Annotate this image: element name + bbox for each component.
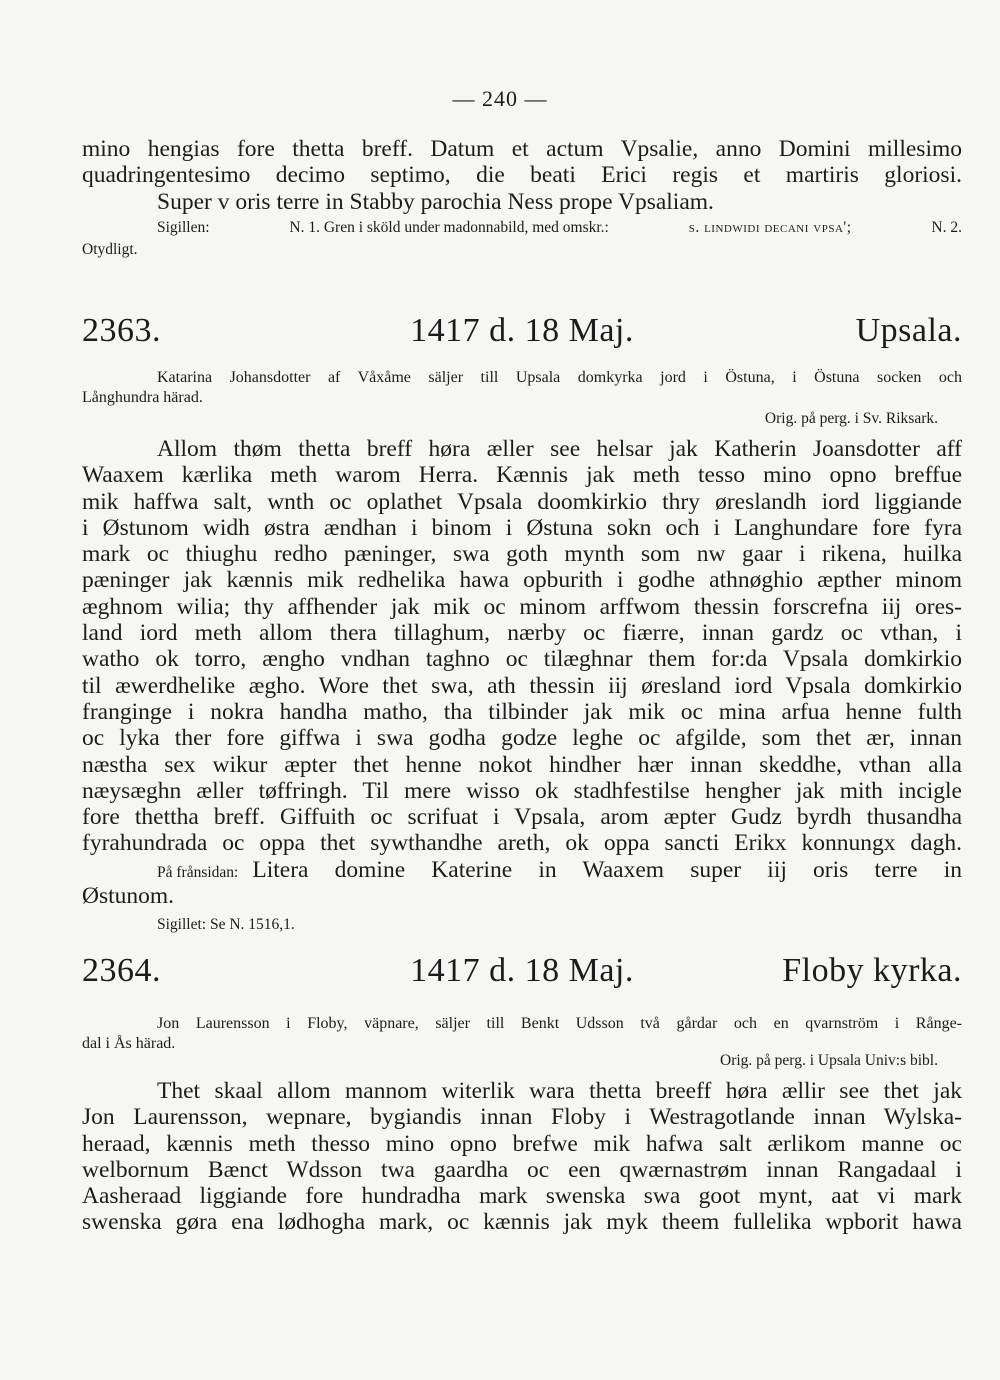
entry-body (82, 436, 962, 935)
text-line: land iord meth allom thera tillaghum, nærby oc fiærre, innan gardz oc vthan, i (82, 620, 962, 647)
text-line: quadringentesimo decimo septimo, die beati Erici regis et martiris gloriosi. (82, 162, 962, 189)
text-line: Allom thøm thetta breff høra æller see helsar jak Katherin Joansdotter aff (157, 436, 962, 462)
fransidan-label: På frånsidan: (157, 863, 239, 881)
text-line: watho ok torro, ængho vndhan taghno oc tilæghnar them for:da Vpsala domkirkio (82, 646, 962, 673)
fransidan-line (82, 857, 962, 883)
sigill-inscription: s. lindwidi decani vpsa'; (688, 219, 852, 236)
summary-line: dal i Ås härad. (82, 1035, 176, 1052)
text-line: franginge i nokra handha matho, tha tilbinder jak mik oc mina arfua henne fulth (82, 698, 962, 725)
source-note: Orig. på perg. i Sv. Riksark. (764, 410, 938, 427)
summary-line: Långhundra härad. (82, 389, 203, 406)
summary-line: Katarina Johansdotter af Våxåme säljer till Upsala domkyrka jord i Östuna, i Östuna socken och (157, 369, 962, 386)
text-line: næstha sex wikur æpter thet henne nokot hindher hær innan skeddhe, vthan alla (82, 751, 962, 778)
text-line: til æwerdhelike ægho. Wore thet swa, ath thessin iij øresland iord Vpsala domkirkio (82, 672, 962, 699)
sigill-label: Sigillen: (157, 219, 210, 236)
entry-body (82, 1078, 962, 1236)
text-line: oc lyka ther fore giffwa i swa godha godze leghe oc afgilde, som thet ær, innan (82, 725, 962, 752)
entry-place: Floby kyrka. (782, 952, 962, 989)
entry-heading (82, 952, 962, 1002)
text-line: fore thettha breff. Giffuith oc scrifuat i Vpsala, arom æpter Gudz byrdh thusandha (82, 804, 962, 831)
text-line: Aasheraad liggiande fore hundradha mark swenska swa goot mynt, aat vi mark (82, 1183, 962, 1210)
text-line: swenska gøra ena lødhogha mark, oc kænnis jak myk theem fullelika wpborit hawa (82, 1209, 962, 1236)
text-line: i Østunom widh østra ændhan i binom i Østuna sokn och i Langhundare fore fyra (82, 514, 962, 541)
entry-number: 2363. (82, 312, 161, 349)
entry-date: 1417 d. 18 Maj. (410, 312, 634, 349)
text-line: næysæghn æller tøffringh. Til mere wisso ok stadhfestilse hengher jak mith incigle (82, 777, 962, 804)
sigillet-note: Sigillet: Se N. 1516,1. (157, 916, 295, 934)
entry-heading (82, 312, 962, 362)
text-line: mik haffwa salt, wnth oc oplathet Vpsala doomkirkio thry øreslandh iord liggiande (82, 488, 962, 515)
sigill-note (82, 218, 962, 260)
entry-place: Upsala. (855, 312, 962, 349)
text-line: mark oc thiughu redho pæninger, swa goth mynth som nw gaar i rikena, huilka (82, 541, 962, 568)
continuation-text (82, 136, 962, 215)
sigill-text: N. 1. Gren i sköld under madonnabild, med omskr.: (289, 219, 609, 236)
page-number: — 240 — (452, 86, 548, 111)
sigill-text-2: N. 2. (931, 219, 962, 236)
text-line: Østunom. (82, 883, 175, 910)
source-note: Orig. på perg. i Upsala Univ:s bibl. (720, 1052, 938, 1069)
text-line: pæninger jak kænnis mik redhelika hawa opburith i godhe athnøghio æpther minom (82, 567, 962, 594)
text-line: fyrahundrada oc oppa thet sywthandhe areth, ok oppa sancti Erikx konnungx dagh. (82, 830, 962, 857)
text-line: welbornum Bænct Wdsson twa gaardha oc een qwærnastrøm innan Rangadaal i (82, 1156, 962, 1183)
entry-number: 2364. (82, 952, 161, 989)
text-line: Super v oris terre in Stabby parochia Ness prope Vpsaliam. (157, 188, 714, 215)
text-line: Jon Laurensson, wepnare, bygiandis innan Floby i Westragotlande innan Wylska- (82, 1104, 962, 1131)
text-line: Thet skaal allom mannom witerlik wara thetta breeff høra ællir see thet jak (157, 1078, 962, 1104)
text-line: mino hengias fore thetta breff. Datum et actum Vpsalie, anno Domini millesimo (82, 136, 962, 162)
text-line: heraad, kænnis meth thesso mino opno brefwe mik hafwa salt ærlikom manne oc (82, 1130, 962, 1157)
entry-summary (82, 1014, 962, 1054)
entry-summary (82, 368, 962, 408)
text-line: Waaxem kærlika meth warom Herra. Kænnis jak meth tesso mino opno breffue (82, 462, 962, 489)
fransidan-text: Litera domine Katerine in Waaxem super iij oris terre in (252, 856, 962, 883)
summary-line: Jon Laurensson i Floby, väpnare, säljer till Benkt Udsson två gårdar och en qvarnström i Rånge- (157, 1015, 962, 1032)
text-line: æghnom wilia; thy affhender jak mik oc minom arffwom thessin forscrefna iij ores- (82, 593, 962, 620)
sigill-line-2: Otydligt. (82, 241, 138, 258)
entry-date: 1417 d. 18 Maj. (410, 952, 634, 989)
